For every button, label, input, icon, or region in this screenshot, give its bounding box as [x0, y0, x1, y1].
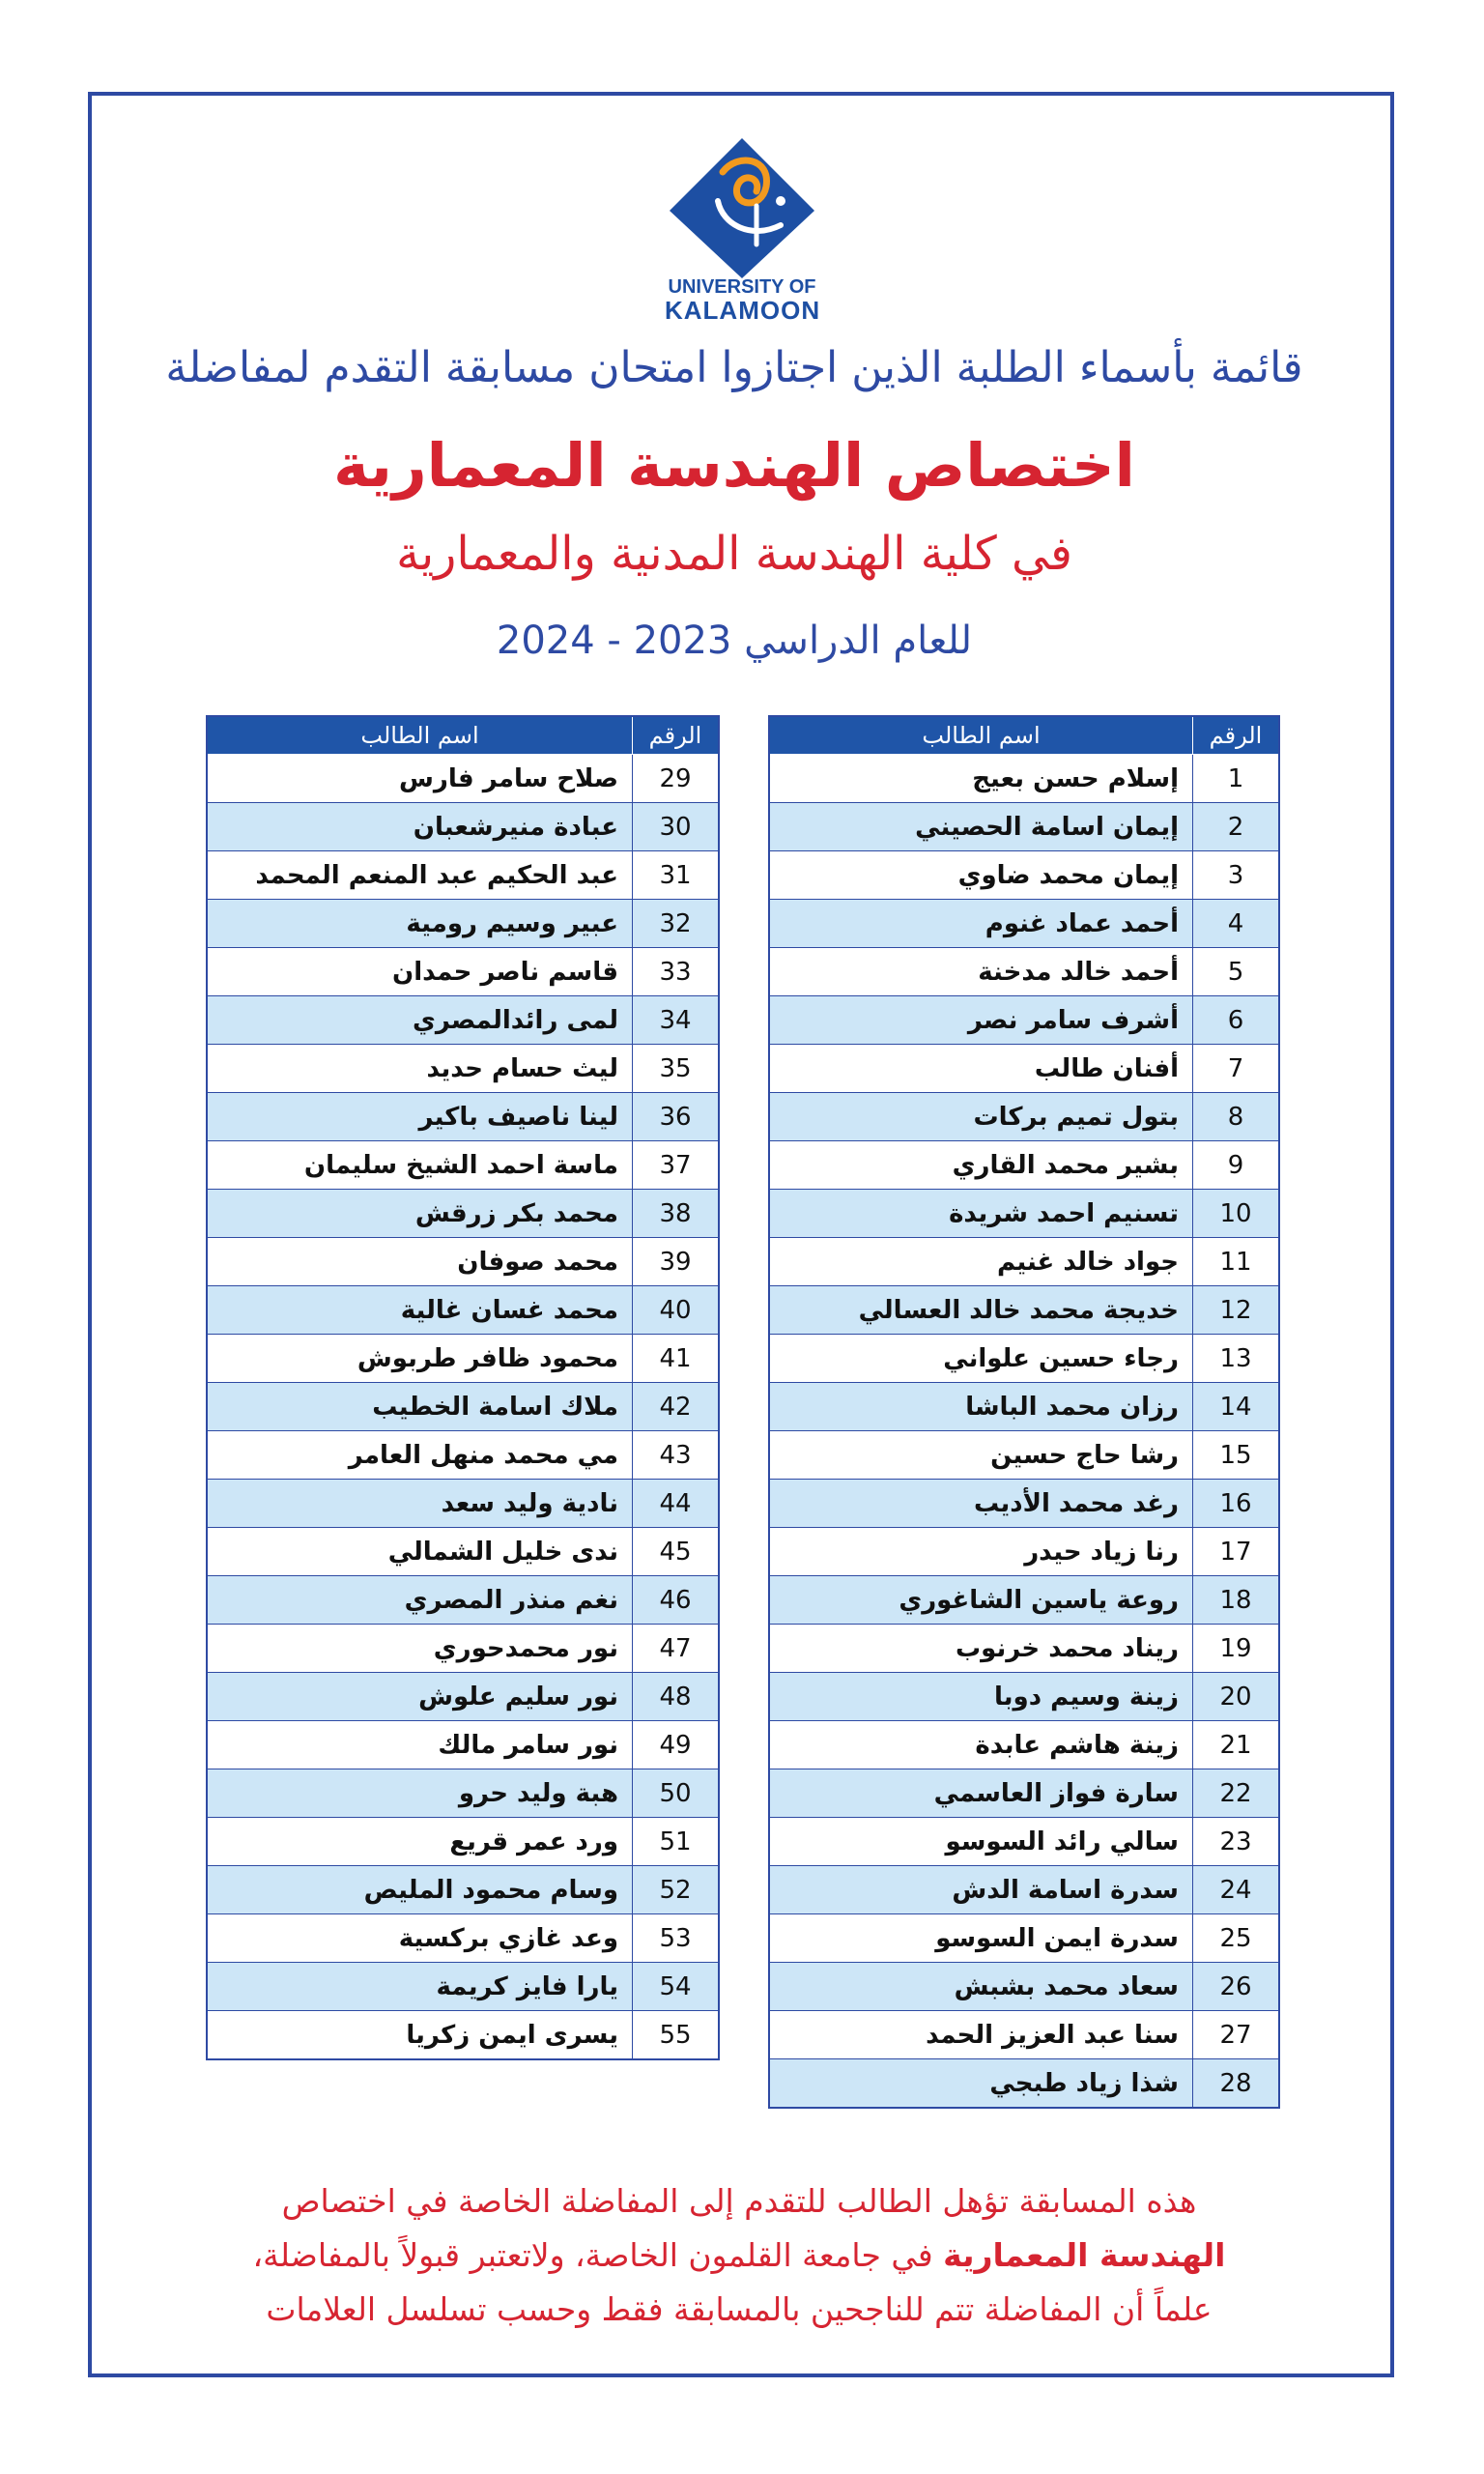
- table-row: [769, 1093, 1279, 1141]
- table-row: [207, 1818, 719, 1866]
- table-row: [769, 1721, 1279, 1769]
- student-number: 17: [1193, 1528, 1280, 1576]
- table-row: [769, 803, 1279, 851]
- table-row: [207, 996, 719, 1045]
- table-row: [207, 1335, 719, 1383]
- student-name: سارة فواز العاسمي: [769, 1769, 1193, 1818]
- table-row: [207, 755, 719, 803]
- student-name: قاسم ناصر حمدان: [207, 948, 633, 996]
- student-name: عبادة منيرشعبان: [207, 803, 633, 851]
- student-name: رجاء حسين علواني: [769, 1335, 1193, 1383]
- table-row: [769, 1866, 1279, 1914]
- table-row: [769, 900, 1279, 948]
- table-row: [207, 1141, 719, 1190]
- table-row: [769, 1045, 1279, 1093]
- student-number: 46: [633, 1576, 720, 1625]
- student-number: 25: [1193, 1914, 1280, 1963]
- student-name: رشا حاج حسين: [769, 1431, 1193, 1480]
- student-name: تسنيم احمد شريدة: [769, 1190, 1193, 1238]
- student-name: محمود ظافر طربوش: [207, 1335, 633, 1383]
- student-number: 53: [633, 1914, 720, 1963]
- table-row: [207, 803, 719, 851]
- student-number: 32: [633, 900, 720, 948]
- logo-line1: UNIVERSITY OF: [668, 276, 816, 298]
- table-row: [207, 1721, 719, 1769]
- table-row: [769, 1238, 1279, 1286]
- student-number: 24: [1193, 1866, 1280, 1914]
- student-number: 21: [1193, 1721, 1280, 1769]
- table-row: [769, 1480, 1279, 1528]
- student-number: 3: [1193, 851, 1280, 900]
- student-number: 10: [1193, 1190, 1280, 1238]
- table-row: [207, 1769, 719, 1818]
- student-name: بشير محمد القاري: [769, 1141, 1193, 1190]
- student-name: صلاح سامر فارس: [207, 755, 633, 803]
- student-number: 8: [1193, 1093, 1280, 1141]
- header-year: للعام الدراسي 2023 - 2024: [496, 618, 973, 663]
- table-row: [769, 851, 1279, 900]
- student-name: أحمد عماد غنوم: [769, 900, 1193, 948]
- student-number: 36: [633, 1093, 720, 1141]
- table-row: [769, 1335, 1279, 1383]
- student-name: سدرة اسامة الدش: [769, 1866, 1193, 1914]
- table-row: [207, 1190, 719, 1238]
- student-name: خديجة محمد خالد العسالي: [769, 1286, 1193, 1335]
- student-name: أفنان طالب: [769, 1045, 1193, 1093]
- student-name: وسام محمود المليص: [207, 1866, 633, 1914]
- student-number: 22: [1193, 1769, 1280, 1818]
- table-row: [769, 1431, 1279, 1480]
- student-number: 40: [633, 1286, 720, 1335]
- student-number: 47: [633, 1625, 720, 1673]
- student-name: نادية وليد سعد: [207, 1480, 633, 1528]
- student-number: 7: [1193, 1045, 1280, 1093]
- student-number: 51: [633, 1818, 720, 1866]
- table-row: [207, 1431, 719, 1480]
- student-name: يارا فايز كريمة: [207, 1963, 633, 2011]
- student-number: 12: [1193, 1286, 1280, 1335]
- student-name: بتول تميم بركات: [769, 1093, 1193, 1141]
- student-name: ماسة احمد الشيخ سليمان: [207, 1141, 633, 1190]
- student-name: محمد غسان غالية: [207, 1286, 633, 1335]
- table-row: [207, 1576, 719, 1625]
- student-name: لمى رائدالمصري: [207, 996, 633, 1045]
- student-name: إيمان محمد ضاوي: [769, 851, 1193, 900]
- student-number: 6: [1193, 996, 1280, 1045]
- student-number: 44: [633, 1480, 720, 1528]
- student-number: 39: [633, 1238, 720, 1286]
- student-name: وعد غازي بركسية: [207, 1914, 633, 1963]
- table-row: [769, 1190, 1279, 1238]
- student-name: ريناد محمد خرنوب: [769, 1625, 1193, 1673]
- table-row: [769, 1914, 1279, 1963]
- student-number: 20: [1193, 1673, 1280, 1721]
- table-row: [207, 1914, 719, 1963]
- student-name: زينة وسيم دوبا: [769, 1673, 1193, 1721]
- header-title: اختصاص الهندسة المعمارية: [333, 430, 1135, 501]
- table-row: [769, 2011, 1279, 2059]
- student-name: عبد الحكيم عبد المنعم المحمد: [207, 851, 633, 900]
- table-row: [207, 1963, 719, 2011]
- student-name: ملاك اسامة الخطيب: [207, 1383, 633, 1431]
- footer-line2: [135, 2229, 1343, 2283]
- student-number: 52: [633, 1866, 720, 1914]
- student-number: 19: [1193, 1625, 1280, 1673]
- table-row: [207, 948, 719, 996]
- student-name: سنا عبد العزيز الحمد: [769, 2011, 1193, 2059]
- table-row: [207, 1480, 719, 1528]
- student-name: عبير وسيم رومية: [207, 900, 633, 948]
- table-row: [207, 1093, 719, 1141]
- student-name: نغم منذر المصري: [207, 1576, 633, 1625]
- student-number: 28: [1193, 2059, 1280, 2109]
- student-number: 15: [1193, 1431, 1280, 1480]
- student-number: 42: [633, 1383, 720, 1431]
- student-number: 34: [633, 996, 720, 1045]
- footer-note: [135, 2174, 1343, 2337]
- students-table-left: [206, 715, 720, 2060]
- student-name: لينا ناصيف باكير: [207, 1093, 633, 1141]
- student-name: محمد صوفان: [207, 1238, 633, 1286]
- student-name: شذا زياد طبجي: [769, 2059, 1193, 2109]
- student-number: 4: [1193, 900, 1280, 948]
- student-number: 18: [1193, 1576, 1280, 1625]
- student-number: 35: [633, 1045, 720, 1093]
- table-row: [207, 1528, 719, 1576]
- column-header-number: الرقم: [1193, 716, 1280, 755]
- student-name: ليث حسام حديد: [207, 1045, 633, 1093]
- student-number: 23: [1193, 1818, 1280, 1866]
- student-number: 45: [633, 1528, 720, 1576]
- student-name: رغد محمد الأديب: [769, 1480, 1193, 1528]
- table-row: [769, 948, 1279, 996]
- table-row: [769, 996, 1279, 1045]
- student-name: ندى خليل الشمالي: [207, 1528, 633, 1576]
- student-name: نور سامر مالك: [207, 1721, 633, 1769]
- student-number: 27: [1193, 2011, 1280, 2059]
- table-row: [207, 2011, 719, 2060]
- student-number: 41: [633, 1335, 720, 1383]
- footer-line3: علماً أن المفاضلة تتم للناجحين بالمسابقة فقط وحسب تسلسل العلامات: [266, 2290, 1213, 2328]
- student-number: 50: [633, 1769, 720, 1818]
- column-header-number: الرقم: [633, 716, 720, 755]
- student-name: إيمان اسامة الحصيني: [769, 803, 1193, 851]
- student-name: سالي رائد السوسو: [769, 1818, 1193, 1866]
- student-number: 37: [633, 1141, 720, 1190]
- student-number: 30: [633, 803, 720, 851]
- header-line1: قائمة بأسماء الطلبة الذين اجتازوا امتحان مسابقة التقدم لمفاضلة: [165, 343, 1303, 392]
- student-name: روعة ياسين الشاغوري: [769, 1576, 1193, 1625]
- table-row: [207, 1238, 719, 1286]
- student-number: 54: [633, 1963, 720, 2011]
- student-name: ورد عمر قريع: [207, 1818, 633, 1866]
- student-number: 31: [633, 851, 720, 900]
- student-name: أشرف سامر نصر: [769, 996, 1193, 1045]
- student-name: محمد بكر زرقش: [207, 1190, 633, 1238]
- student-name: إسلام حسن بعيج: [769, 755, 1193, 803]
- logo-diamond-icon: [665, 133, 819, 278]
- table-row: [207, 1286, 719, 1335]
- student-number: 26: [1193, 1963, 1280, 2011]
- student-name: هبة وليد حرو: [207, 1769, 633, 1818]
- table-row: [769, 1673, 1279, 1721]
- table-row: [769, 1625, 1279, 1673]
- table-row: [769, 1383, 1279, 1431]
- footer-line1: هذه المسابقة تؤهل الطالب للتقدم إلى المفاضلة الخاصة في اختصاص: [281, 2182, 1197, 2220]
- student-number: 11: [1193, 1238, 1280, 1286]
- table-row: [769, 2059, 1279, 2109]
- student-number: 38: [633, 1190, 720, 1238]
- table-row: [207, 1625, 719, 1673]
- student-number: 2: [1193, 803, 1280, 851]
- student-number: 9: [1193, 1141, 1280, 1190]
- student-number: 5: [1193, 948, 1280, 996]
- student-name: جواد خالد غنيم: [769, 1238, 1193, 1286]
- logo-line2: KALAMOON: [665, 296, 821, 325]
- table-row: [207, 851, 719, 900]
- student-number: 55: [633, 2011, 720, 2060]
- table-row: [207, 1866, 719, 1914]
- student-number: 29: [633, 755, 720, 803]
- student-name: سعاد محمد بشبش: [769, 1963, 1193, 2011]
- student-number: 48: [633, 1673, 720, 1721]
- student-name: يسرى ايمن زكريا: [207, 2011, 633, 2060]
- table-row: [769, 1818, 1279, 1866]
- table-row: [207, 1383, 719, 1431]
- student-name: سدرة ايمن السوسو: [769, 1914, 1193, 1963]
- table-row: [769, 1576, 1279, 1625]
- footer-line2-bold: الهندسة المعمارية: [943, 2236, 1226, 2274]
- student-name: مي محمد منهل العامر: [207, 1431, 633, 1480]
- student-name: رنا زياد حيدر: [769, 1528, 1193, 1576]
- student-name: أحمد خالد مدخنة: [769, 948, 1193, 996]
- table-row: [769, 755, 1279, 803]
- table-row: [207, 1045, 719, 1093]
- student-name: نور محمدحوري: [207, 1625, 633, 1673]
- footer-line2-rest: في جامعة القلمون الخاصة، ولاتعتبر قبولاً بالمفاضلة،: [252, 2236, 944, 2274]
- student-name: رزان محمد الباشا: [769, 1383, 1193, 1431]
- table-row: [207, 900, 719, 948]
- table-row: [769, 1528, 1279, 1576]
- table-row: [769, 1141, 1279, 1190]
- student-number: 16: [1193, 1480, 1280, 1528]
- student-number: 43: [633, 1431, 720, 1480]
- student-number: 14: [1193, 1383, 1280, 1431]
- student-number: 49: [633, 1721, 720, 1769]
- table-row: [769, 1286, 1279, 1335]
- column-header-name: اسم الطالب: [207, 716, 633, 755]
- student-name: نور سليم علوش: [207, 1673, 633, 1721]
- column-header-name: اسم الطالب: [769, 716, 1193, 755]
- header-faculty: في كلية الهندسة المدنية والمعمارية: [396, 527, 1072, 581]
- student-name: زينة هاشم عابدة: [769, 1721, 1193, 1769]
- student-number: 1: [1193, 755, 1280, 803]
- student-number: 13: [1193, 1335, 1280, 1383]
- table-row: [207, 1673, 719, 1721]
- university-logo: [665, 133, 821, 325]
- table-row: [769, 1769, 1279, 1818]
- table-row: [769, 1963, 1279, 2011]
- student-number: 33: [633, 948, 720, 996]
- students-table-right: [768, 715, 1280, 2109]
